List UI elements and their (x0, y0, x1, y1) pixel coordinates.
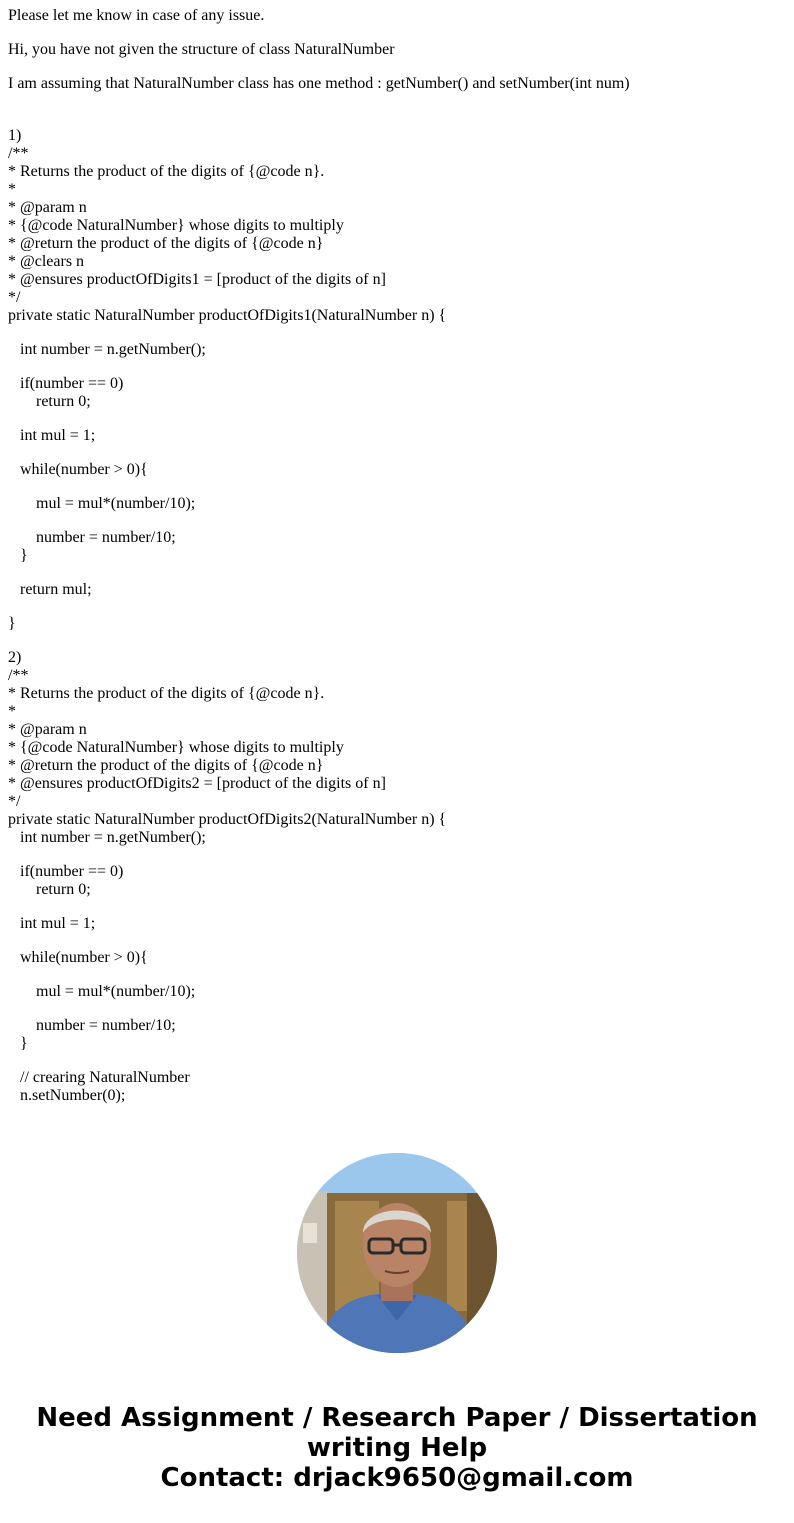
issue-notice: Please let me know in case of any issue. (8, 7, 265, 24)
code-blank-line (8, 933, 788, 949)
code-blank-line (8, 513, 788, 529)
code-line: return 0; (8, 393, 91, 410)
code-blank-line (8, 411, 788, 427)
assumption-note: I am assuming that NaturalNumber class has one method : getNumber() and setNumber(int num) (8, 75, 630, 92)
code-blank-line (8, 899, 788, 915)
structure-note: Hi, you have not given the structure of class NaturalNumber (8, 41, 395, 58)
code-line: */ (8, 289, 21, 306)
code-line: return 0; (8, 881, 91, 898)
code-blank-line (8, 565, 788, 581)
code-line: int number = n.getNumber(); (8, 829, 206, 846)
answer-document (8, 7, 788, 1105)
code-line: int mul = 1; (8, 915, 96, 932)
code-line: * @return the product of the digits of {@code n} (8, 235, 324, 252)
wall-left (297, 1191, 329, 1353)
code-blank-line (8, 479, 788, 495)
code-line: * {@code NaturalNumber} whose digits to multiply (8, 739, 344, 756)
code-line: * @ensures productOfDigits2 = [product of the digits of n] (8, 775, 386, 792)
promo-banner (0, 1403, 794, 1493)
code-blank-line (8, 1053, 788, 1069)
code-line: /** (8, 667, 29, 684)
author-avatar (297, 1153, 497, 1353)
code-blank-line (8, 325, 788, 341)
code-line: } (8, 1035, 28, 1052)
code-line: /** (8, 145, 29, 162)
answer-1-label: 1) (8, 127, 22, 144)
code-line: } (8, 615, 16, 632)
code-line: * @param n (8, 199, 87, 216)
promo-line-2: writing Help (306, 1433, 488, 1463)
code-line: while(number > 0){ (8, 949, 148, 966)
code-blank-line (8, 847, 788, 863)
code-line: * @ensures productOfDigits1 = [product of the digits of n] (8, 271, 386, 288)
code-line: * Returns the product of the digits of {@code n}. (8, 163, 325, 180)
code-line: * @param n (8, 721, 87, 738)
answer-2-code-block (8, 667, 788, 1105)
code-line: private static NaturalNumber productOfDigits2(NaturalNumber n) { (8, 811, 447, 828)
code-line: if(number == 0) (8, 375, 124, 392)
code-line: int number = n.getNumber(); (8, 341, 206, 358)
code-line: private static NaturalNumber productOfDigits1(NaturalNumber n) { (8, 307, 447, 324)
code-line: * (8, 181, 16, 198)
code-line: * (8, 703, 16, 720)
code-blank-line (8, 445, 788, 461)
code-line: } (8, 547, 28, 564)
code-line: mul = mul*(number/10); (8, 495, 196, 512)
code-blank-line (8, 359, 788, 375)
code-line: return mul; (8, 581, 92, 598)
code-line: mul = mul*(number/10); (8, 983, 196, 1000)
answer-2-label: 2) (8, 649, 22, 666)
code-line: number = number/10; (8, 529, 176, 546)
code-line: */ (8, 793, 21, 810)
code-line: * @clears n (8, 253, 85, 270)
answer-1-code-block (8, 145, 788, 633)
code-line: if(number == 0) (8, 863, 124, 880)
portrait-photo (297, 1153, 497, 1353)
code-line: number = number/10; (8, 1017, 176, 1034)
code-line: * Returns the product of the digits of {@code n}. (8, 685, 325, 702)
code-line: * {@code NaturalNumber} whose digits to multiply (8, 217, 344, 234)
code-blank-line (8, 599, 788, 615)
code-blank-line (8, 967, 788, 983)
code-blank-line (8, 1001, 788, 1017)
code-line: * @return the product of the digits of {@code n} (8, 757, 324, 774)
code-line: n.setNumber(0); (8, 1087, 126, 1104)
code-line: // crearing NaturalNumber (8, 1069, 190, 1086)
code-line: while(number > 0){ (8, 461, 148, 478)
promo-contact: Contact: drjack9650@gmail.com (160, 1463, 634, 1493)
promo-line-1: Need Assignment / Research Paper / Dissertation (36, 1403, 758, 1433)
code-line: int mul = 1; (8, 427, 96, 444)
